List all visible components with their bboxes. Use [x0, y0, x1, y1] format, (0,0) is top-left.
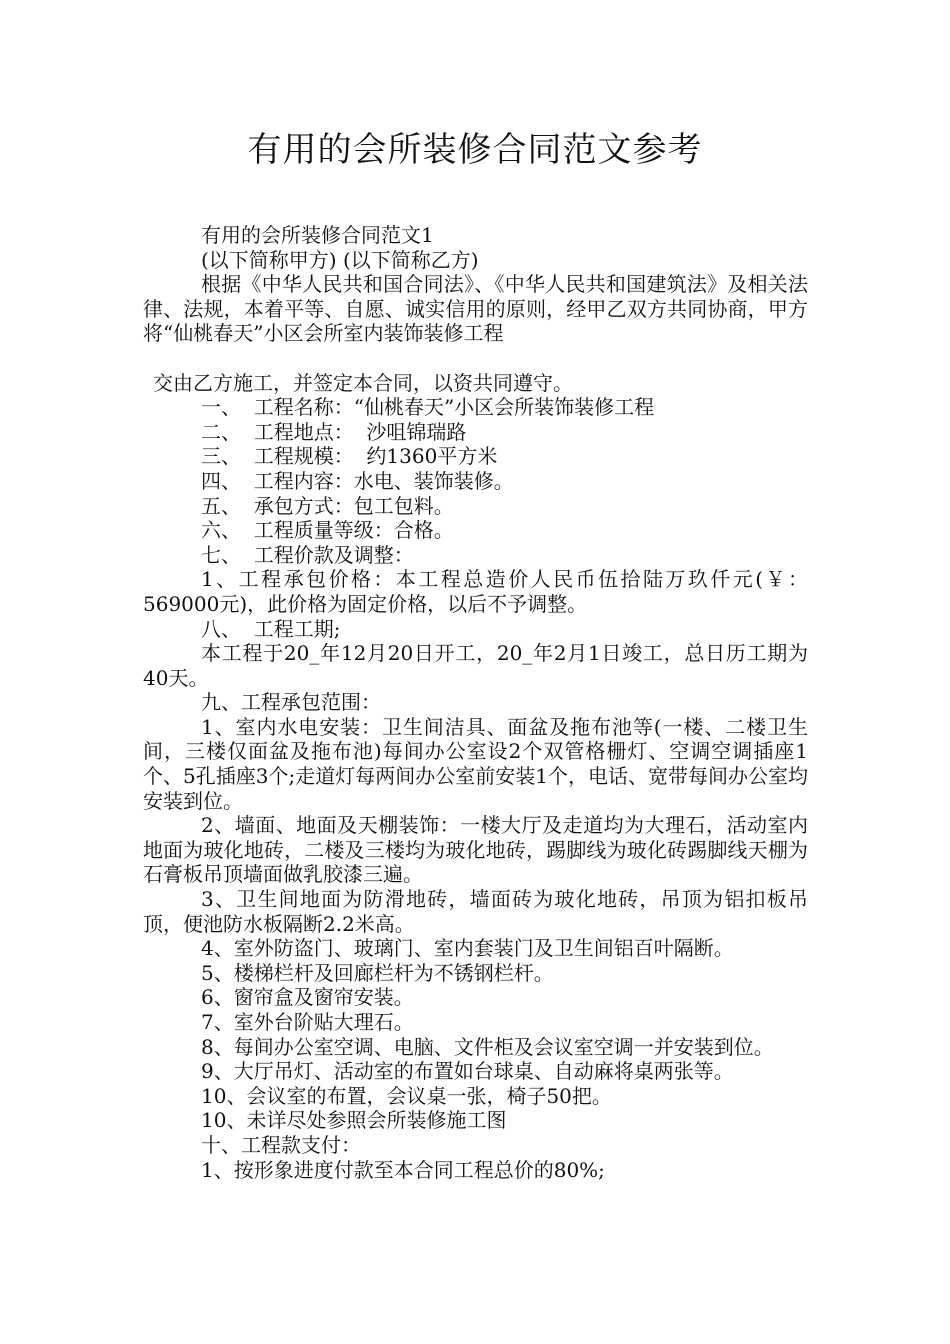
- paragraph-parties: (以下简称甲方) (以下简称乙方): [201, 247, 479, 272]
- scope-item-3: 3、卫生间地面为防滑地砖，墙面砖为玻化地砖，吊顶为铝扣板吊顶，便池防水板隔断2.2米高。: [143, 887, 808, 936]
- scope-item-5: 5、楼梯栏杆及回廊栏杆为不锈钢栏杆。: [201, 960, 554, 985]
- clause-3: 三、 工程规模： 约1360平方米: [201, 444, 498, 469]
- scope-item-2: 2、墙面、地面及天棚装饰：一楼大厅及走道均为大理石，活动室内地面为玻化地砖，二楼及三楼均为玻化地砖，踢脚线为玻化砖踢脚线天棚为石膏板吊顶墙面做乳胶漆三遍。: [143, 813, 808, 887]
- clause-10: 十、工程款支付：: [201, 1132, 361, 1157]
- document-body: [143, 223, 808, 1182]
- document-title: 有用的会所装修合同范文参考: [247, 130, 703, 170]
- clause-2: 二、 工程地点： 沙咀锦瑞路: [201, 419, 467, 444]
- paragraph-heading: 有用的会所装修合同范文1: [201, 223, 434, 247]
- clause-6: 六、 工程质量等级：合格。: [201, 518, 454, 543]
- scope-item-1: 1、室内水电安装：卫生间洁具、面盆及拖布池等(一楼、二楼卫生间，三楼仅面盆及拖布池)每间办公室设2个双管格栅灯、空调空调插座1个、5孔插座3个;走道灯每两间办公室前安装1个，电话、宽带每间办公室均安装到位。: [143, 714, 808, 813]
- clause-7: 七、 工程价款及调整：: [201, 542, 414, 567]
- clause-8-schedule: 本工程于20_年12月20日开工，20_年2月1日竣工，总日历工期为40天。: [143, 641, 808, 690]
- clause-8: 八、 工程工期;: [201, 616, 341, 641]
- scope-item-7: 7、室外台阶贴大理石。: [201, 1010, 414, 1034]
- scope-item-4: 4、室外防盗门、玻璃门、室内套装门及卫生间铝百叶隔断。: [201, 936, 734, 961]
- scope-item-10b: 10、未详尽处参照会所装修施工图: [201, 1108, 507, 1133]
- paragraph-preamble: 根据《中华人民共和国合同法》、《中华人民共和国建筑法》及相关法律、法规，本着平等、自愿、诚实信用的原则，经甲乙双方共同协商，甲方将“仙桃春天”小区会所室内装饰装修工程: [143, 272, 808, 346]
- scope-item-8: 8、每间办公室空调、电脑、文件柜及会议室空调一并安装到位。: [201, 1034, 774, 1059]
- paragraph-preamble-cont: 交由乙方施工，并签定本合同，以资共同遵守。: [153, 370, 573, 395]
- payment-item-1: 1、按形象进度付款至本合同工程总价的80%;: [201, 1157, 605, 1182]
- clause-5: 五、 承包方式：包工包料。: [201, 493, 454, 518]
- clause-9: 九、工程承包范围：: [201, 690, 381, 715]
- clause-1: 一、 工程名称：“仙桃春天”小区会所装饰装修工程: [201, 395, 655, 420]
- scope-item-9: 9、大厅吊灯、活动室的布置如台球桌、自动麻将桌两张等。: [201, 1059, 734, 1084]
- scope-item-6: 6、窗帘盒及窗帘安装。: [201, 985, 414, 1010]
- clause-7-price: 1、工程承包价格：本工程总造价人民币伍拾陆万玖仟元(￥：569000元)，此价格为固定价格，以后不予调整。: [143, 567, 808, 616]
- scope-item-10a: 10、会议室的布置，会议桌一张，椅子50把。: [201, 1083, 612, 1108]
- clause-4: 四、 工程内容：水电、装饰装修。: [201, 468, 514, 493]
- blank-line: [143, 346, 808, 371]
